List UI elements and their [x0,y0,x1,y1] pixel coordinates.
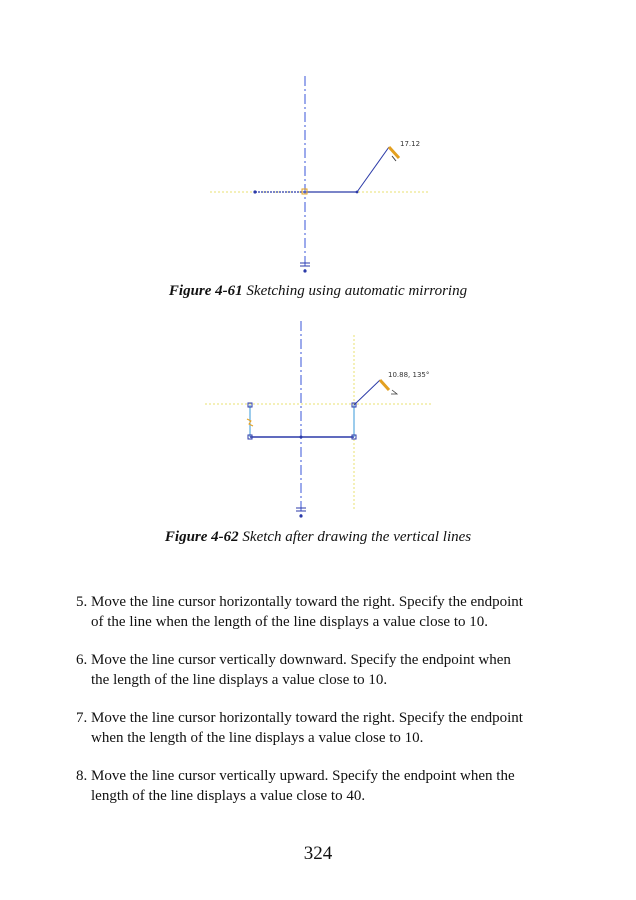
step-number: 5. [76,594,88,610]
figure-4-61 [0,70,636,280]
dimension-readout: 10.88, 135° [388,371,430,379]
step-8 [76,766,560,806]
step-number: 6. [76,652,88,668]
pencil-cursor-icon [380,380,397,394]
figure-4-62-sketch [0,315,636,525]
step-text-continued: length of the line displays a value close to 40. [91,788,366,804]
figure-4-61-sketch [0,70,636,280]
figure-caption-text: Sketching using automatic mirroring [246,283,468,299]
step-6 [76,650,560,690]
step-number: 8. [76,768,88,784]
step-text: Move the line cursor vertically downward. Specify the endpoint when [91,652,511,668]
step-text: Move the line cursor horizontally toward the right. Specify the endpoint [91,710,523,726]
figure-4-62 [0,315,636,525]
dimension-readout: 17.12 [400,140,421,148]
step-7 [76,708,560,748]
step-text: Move the line cursor vertically upward. Specify the endpoint when the [91,768,515,784]
step-text-continued: when the length of the line displays a value close to 10. [91,730,424,746]
step-5 [76,592,560,632]
pencil-cursor-icon [389,147,399,161]
step-text-continued: of the line when the length of the line displays a value close to 10. [91,614,488,630]
figure-caption-text: Sketch after drawing the vertical lines [242,529,472,545]
figure-4-62-caption [0,529,636,546]
step-number: 7. [76,710,88,726]
figure-label: Figure 4-62 [164,529,239,545]
page-number: 324 [303,843,333,864]
figure-4-61-caption [0,283,636,300]
step-text: Move the line cursor horizontally toward the right. Specify the endpoint [91,594,523,610]
figure-label: Figure 4-61 [168,283,243,299]
step-text-continued: the length of the line displays a value close to 10. [91,672,388,688]
